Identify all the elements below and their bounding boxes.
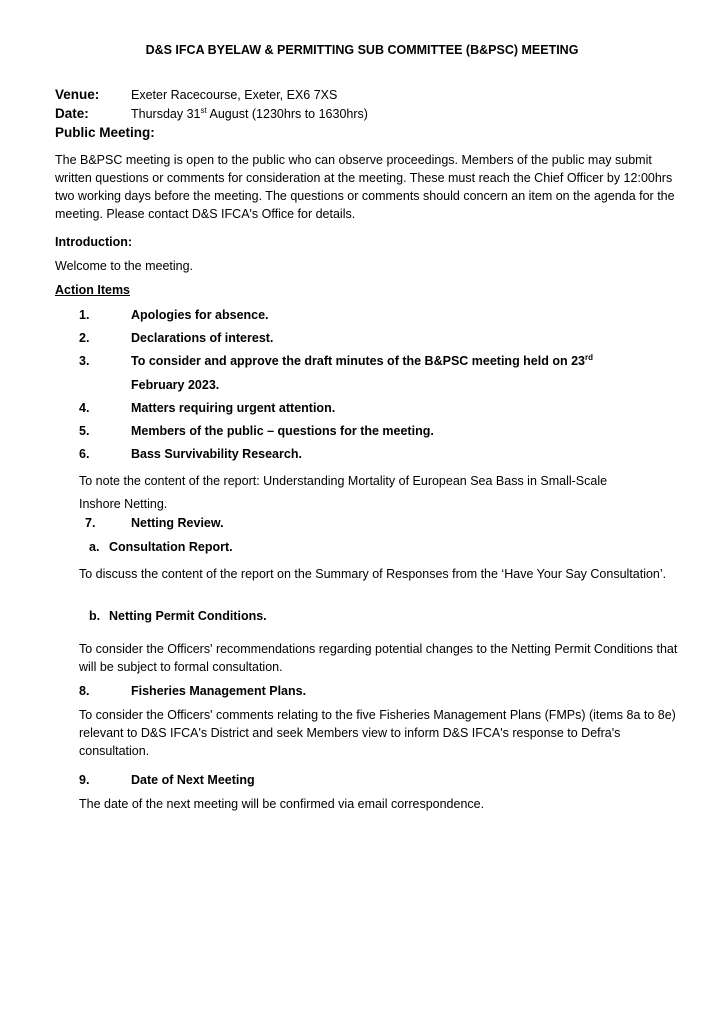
item-6-number: 6. — [79, 447, 90, 461]
item-8-description: To consider the Officers' comments relating to the five Fisheries Management Plans (FMPs) (items 8a to 8e) relevant to D&S IFCA's District and seek Members view to inform D&S IFCA's response to Defra's consultation. — [79, 708, 676, 758]
date-label: Date: — [55, 106, 89, 121]
item-8-text: Fisheries Management Plans. — [131, 684, 307, 698]
venue-value: Exeter Racecourse, Exeter, EX6 7XS — [131, 88, 338, 102]
item-7-number: 7. — [85, 516, 96, 530]
item-7a-number: a. — [89, 540, 100, 554]
item-9-number: 9. — [79, 773, 90, 787]
item-2-number: 2. — [79, 331, 90, 345]
item-1-number: 1. — [79, 308, 90, 322]
item-6-text: Bass Survivability Research. — [131, 447, 302, 461]
item-3-text-line2: February 2023. — [131, 378, 220, 392]
item-5-text: Members of the public – questions for the meeting. — [131, 424, 434, 438]
item-7b-number: b. — [89, 609, 101, 623]
public-meeting-heading: Public Meeting: — [55, 125, 155, 140]
venue-label: Venue: — [55, 87, 100, 102]
item-4-text: Matters requiring urgent attention. — [131, 401, 336, 415]
item-9-description: The date of the next meeting will be confirmed via email correspondence. — [79, 797, 485, 811]
item-7b-text: Netting Permit Conditions. — [109, 609, 267, 623]
item-5-number: 5. — [79, 424, 90, 438]
document-title: D&S IFCA BYELAW & PERMITTING SUB COMMITTEE (B&PSC) MEETING — [145, 43, 579, 57]
item-3-text: To consider and approve the draft minutes of the B&PSC meeting held on 23rd — [131, 353, 593, 368]
item-4-number: 4. — [79, 401, 90, 415]
introduction-heading: Introduction: — [55, 235, 133, 249]
item-9-text: Date of Next Meeting — [131, 773, 255, 787]
item-7-text: Netting Review. — [131, 516, 224, 530]
item-3-number: 3. — [79, 354, 90, 368]
item-6-description: To note the content of the report: Understanding Mortality of European Sea Bass in Small-Scale Inshore Netting. — [79, 474, 608, 511]
public-meeting-text: The B&PSC meeting is open to the public who can observe proceedings. Members of the public may submit written questions or comments for consideration at the meeting. These must reach the Chief Officer by 12:00hrs two working days before the meeting. The questions or comments should concern an item on the agenda for the meeting. Please contact D&S IFCA's Office for details. — [55, 153, 675, 221]
item-1-text: Apologies for absence. — [131, 308, 269, 322]
item-2-text: Declarations of interest. — [131, 331, 274, 345]
item-7a-description: To discuss the content of the report on the Summary of Responses from the ‘Have Your Say Consultation’. — [79, 567, 667, 581]
item-8-number: 8. — [79, 684, 90, 698]
item-7a-text: Consultation Report. — [109, 540, 233, 554]
action-items-heading: Action Items — [55, 283, 131, 297]
item-7b-description: To consider the Officers' recommendations regarding potential changes to the Netting Permit Conditions that will be subject to formal consultation. — [79, 642, 678, 674]
introduction-text: Welcome to the meeting. — [55, 259, 194, 273]
date-value: Thursday 31st August (1230hrs to 1630hrs) — [131, 106, 368, 121]
